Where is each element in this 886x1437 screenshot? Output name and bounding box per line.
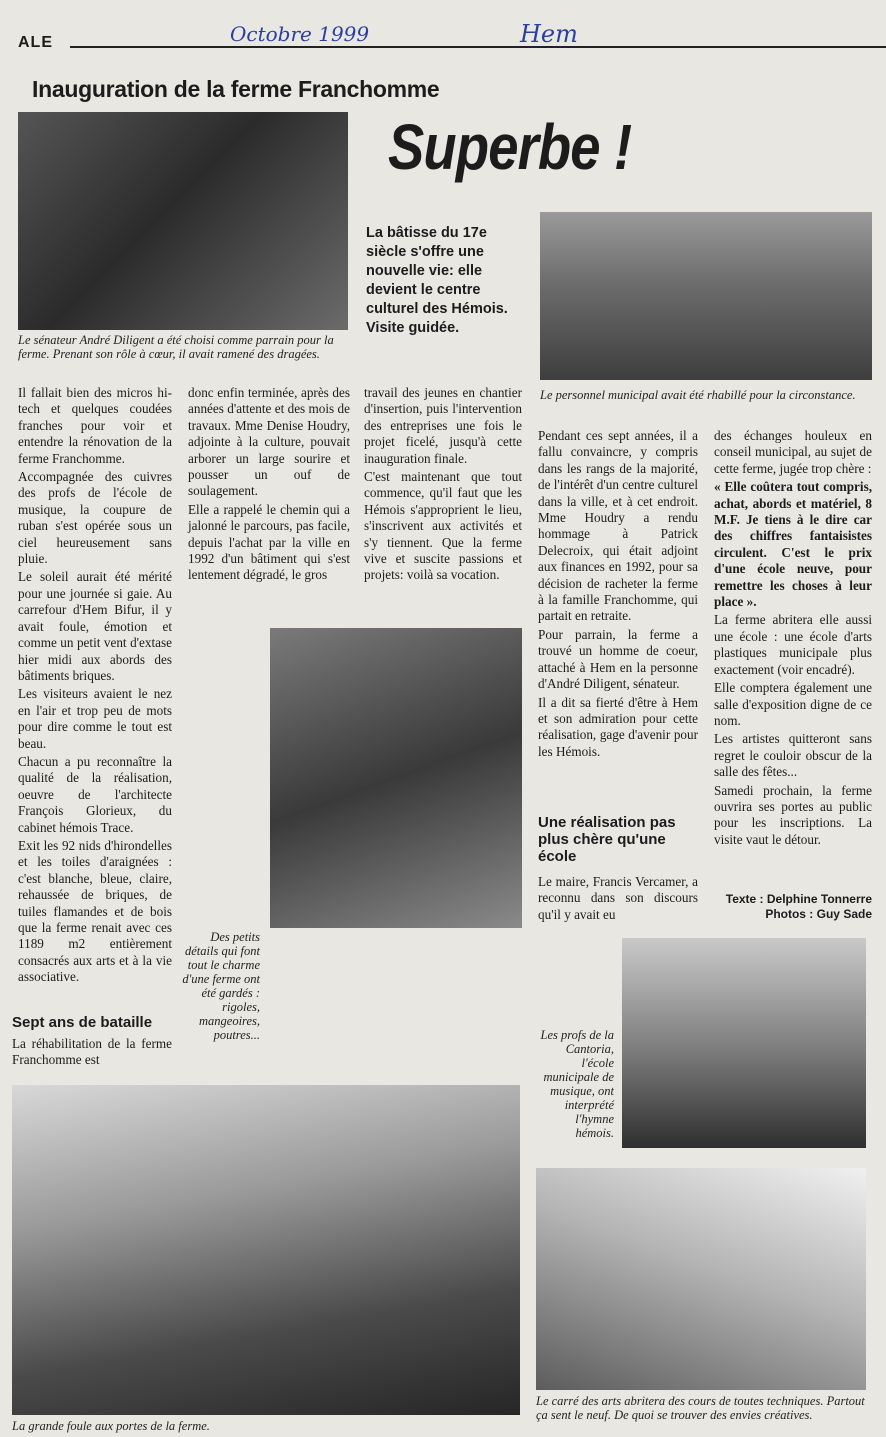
column-1-end: La réhabilitation de la ferme Franchomme est	[12, 1036, 172, 1068]
chapeau: La bâtisse du 17e siècle s'offre une nouvelle vie: elle devient le centre culturel des Hémois. Visite guidée.	[366, 225, 508, 336]
photo-art-room	[536, 1168, 866, 1390]
col4-para: Il a dit sa fierté d'être à Hem et son admiration pour cette réalisation, gage d'avenir pour les Hémois.	[538, 694, 698, 759]
column-3	[364, 385, 522, 586]
kicker: Inauguration de la ferme Franchomme	[32, 76, 440, 102]
column-4-end: Le maire, Francis Vercamer, a reconnu dans son discours qu'il y avait eu	[538, 874, 698, 922]
header-rule	[70, 46, 886, 48]
section-header	[18, 34, 886, 50]
col5-para-a: des échanges houleux en conseil municipal, au sujet de cette ferme, jugée trop chère :	[714, 428, 872, 476]
handwritten-city: Hem	[520, 20, 578, 48]
col4-para: Pendant ces sept années, il a fallu convaincre, y compris dans les rangs de la majorité, de l'intérêt d'un centre culturel dans la ville, et à cet endroit. Mme Houdry a rendu hommage à Patrick Delecroix, qui était adjoint aux finances en 1992, pour sa décision de racheter la ferme à la famille Franchomme, qui partait en retraite.	[538, 428, 699, 624]
col3-para: C'est maintenant que tout commence, qu'il faut que les Hémois s'approprient le lieu, s'inscrivent aux activités et s'y tiennent. Que la ferme vive et suscite passions et projets: voilà sa vocation.	[364, 469, 522, 583]
col5-para: Les artistes quitteront sans regret le couloir obscur de la salle des fêtes...	[714, 731, 872, 780]
caption-photo6: Le carré des arts abritera des cours de toutes techniques. Partout ça sent le neuf. De quoi se trouver des envies créatives.	[536, 1394, 865, 1422]
handwritten-date: Octobre 1999	[230, 22, 370, 46]
credits	[714, 892, 872, 922]
subhead-realisation: Une réalisation pas plus chère qu'une école	[538, 814, 676, 865]
col3-para: travail des jeunes en chantier d'insertion, puis l'intervention des entreprises une fois le projet ficelé, jusqu'à cette inauguration finale.	[364, 385, 522, 466]
caption-photo1: Le sénateur André Diligent a été choisi comme parrain pour la ferme. Prenant son rôle à cœur, il avait ramené des dragées.	[18, 333, 334, 361]
subhead-sept-ans: Sept ans de bataille	[12, 1014, 153, 1031]
caption-photo4: Les profs de la Cantoria, l'école municipale de musique, ont interprété l'hymne hémois.	[540, 1028, 614, 1140]
col2-para: donc enfin terminée, après des années d'attente et des mois de travaux. Mme Denise Houdry, adjointe à la culture, pouvait arborer un large sourire et pousser un ouf de soulagement.	[188, 385, 350, 499]
col1-para: Chacun a pu reconnaître la qualité de la réalisation, oeuvre de l'architecte François Glorieux, du cabinet hémois Trace.	[18, 753, 172, 835]
credit-photo: Photos : Guy Sade	[765, 907, 872, 921]
photo-staff-costumes	[540, 212, 872, 380]
column-5	[714, 428, 872, 850]
col5-quote: « Elle coûtera tout compris, achat, abords et matériel, 8 M.F. Je tiens à le dire car des chiffres fantaisistes circulent. C'est le prix d'une école neuve, pour remettre les choses à leur place ».	[714, 479, 872, 610]
headline: Superbe !	[388, 111, 632, 183]
col1-para: Accompagnée des cuivres des profs de l'école de musique, la coupure de ruban s'est opérée sous un ciel heureusement sans pluie.	[18, 469, 172, 567]
col1-para: Les visiteurs avaient le nez en l'air et trop peu de mots pour dire comme le tout est beau.	[18, 686, 172, 751]
credit-text: Texte : Delphine Tonnerre	[725, 892, 872, 906]
column-2	[188, 385, 350, 586]
col1-para: Il fallait bien des micros hi-tech et quelques coudées franches pour voir et entendre la rénovation de la ferme Franchomme.	[18, 385, 172, 466]
caption-photo2: Le personnel municipal avait été rhabillé pour la circonstance.	[540, 388, 856, 402]
section-label: ALE	[18, 34, 53, 51]
col4-para: Pour parrain, la ferme a trouvé un homme de coeur, attaché à Hem en la personne d'André Diligent, sénateur.	[538, 626, 698, 692]
column-4	[538, 428, 698, 762]
col5-para: Samedi prochain, la ferme ouvrira ses portes au public pour les inscriptions. La visite vaut le détour.	[714, 782, 872, 847]
photo-interior-details	[270, 628, 522, 928]
col5-para: La ferme abritera elle aussi une école : une école d'arts plastiques municipale plus exactement (voir encadré).	[714, 612, 872, 677]
photo-musicians	[622, 938, 866, 1148]
col5-para: Elle comptera également une salle d'exposition digne de ce nom.	[714, 680, 872, 728]
caption-photo5: La grande foule aux portes de la ferme.	[12, 1419, 210, 1433]
photo-crowd	[12, 1085, 520, 1415]
caption-photo3: Des petits détails qui font tout le charme d'une ferme ont été gardés : rigoles, mangeoires, poutres...	[182, 930, 260, 1042]
column-1	[18, 385, 172, 988]
photo-senator	[18, 112, 348, 330]
col1-para: Exit les 92 nids d'hirondelles et les toiles d'araignées : c'est blanche, bleue, claire, rehaussée de briques, de tuiles flamandes et de bois que la ferme renait avec ces 1189 m2 entièrement consacrés aux arts et à la vie associative.	[18, 837, 172, 985]
col1-para: Le soleil aurait été mérité pour une journée si gaie. Au carrefour d'Hem Bifur, il y avait foule, émotion et comme un petit vent d'extase hier midi aux abords des bâtiments briques.	[18, 569, 172, 683]
col2-para: Elle a rappelé le chemin qui a jalonné le parcours, pas facile, depuis l'achat par la ville en 1992 d'un bâtiment qui s'est lentement dégradé, le gros	[188, 501, 350, 583]
